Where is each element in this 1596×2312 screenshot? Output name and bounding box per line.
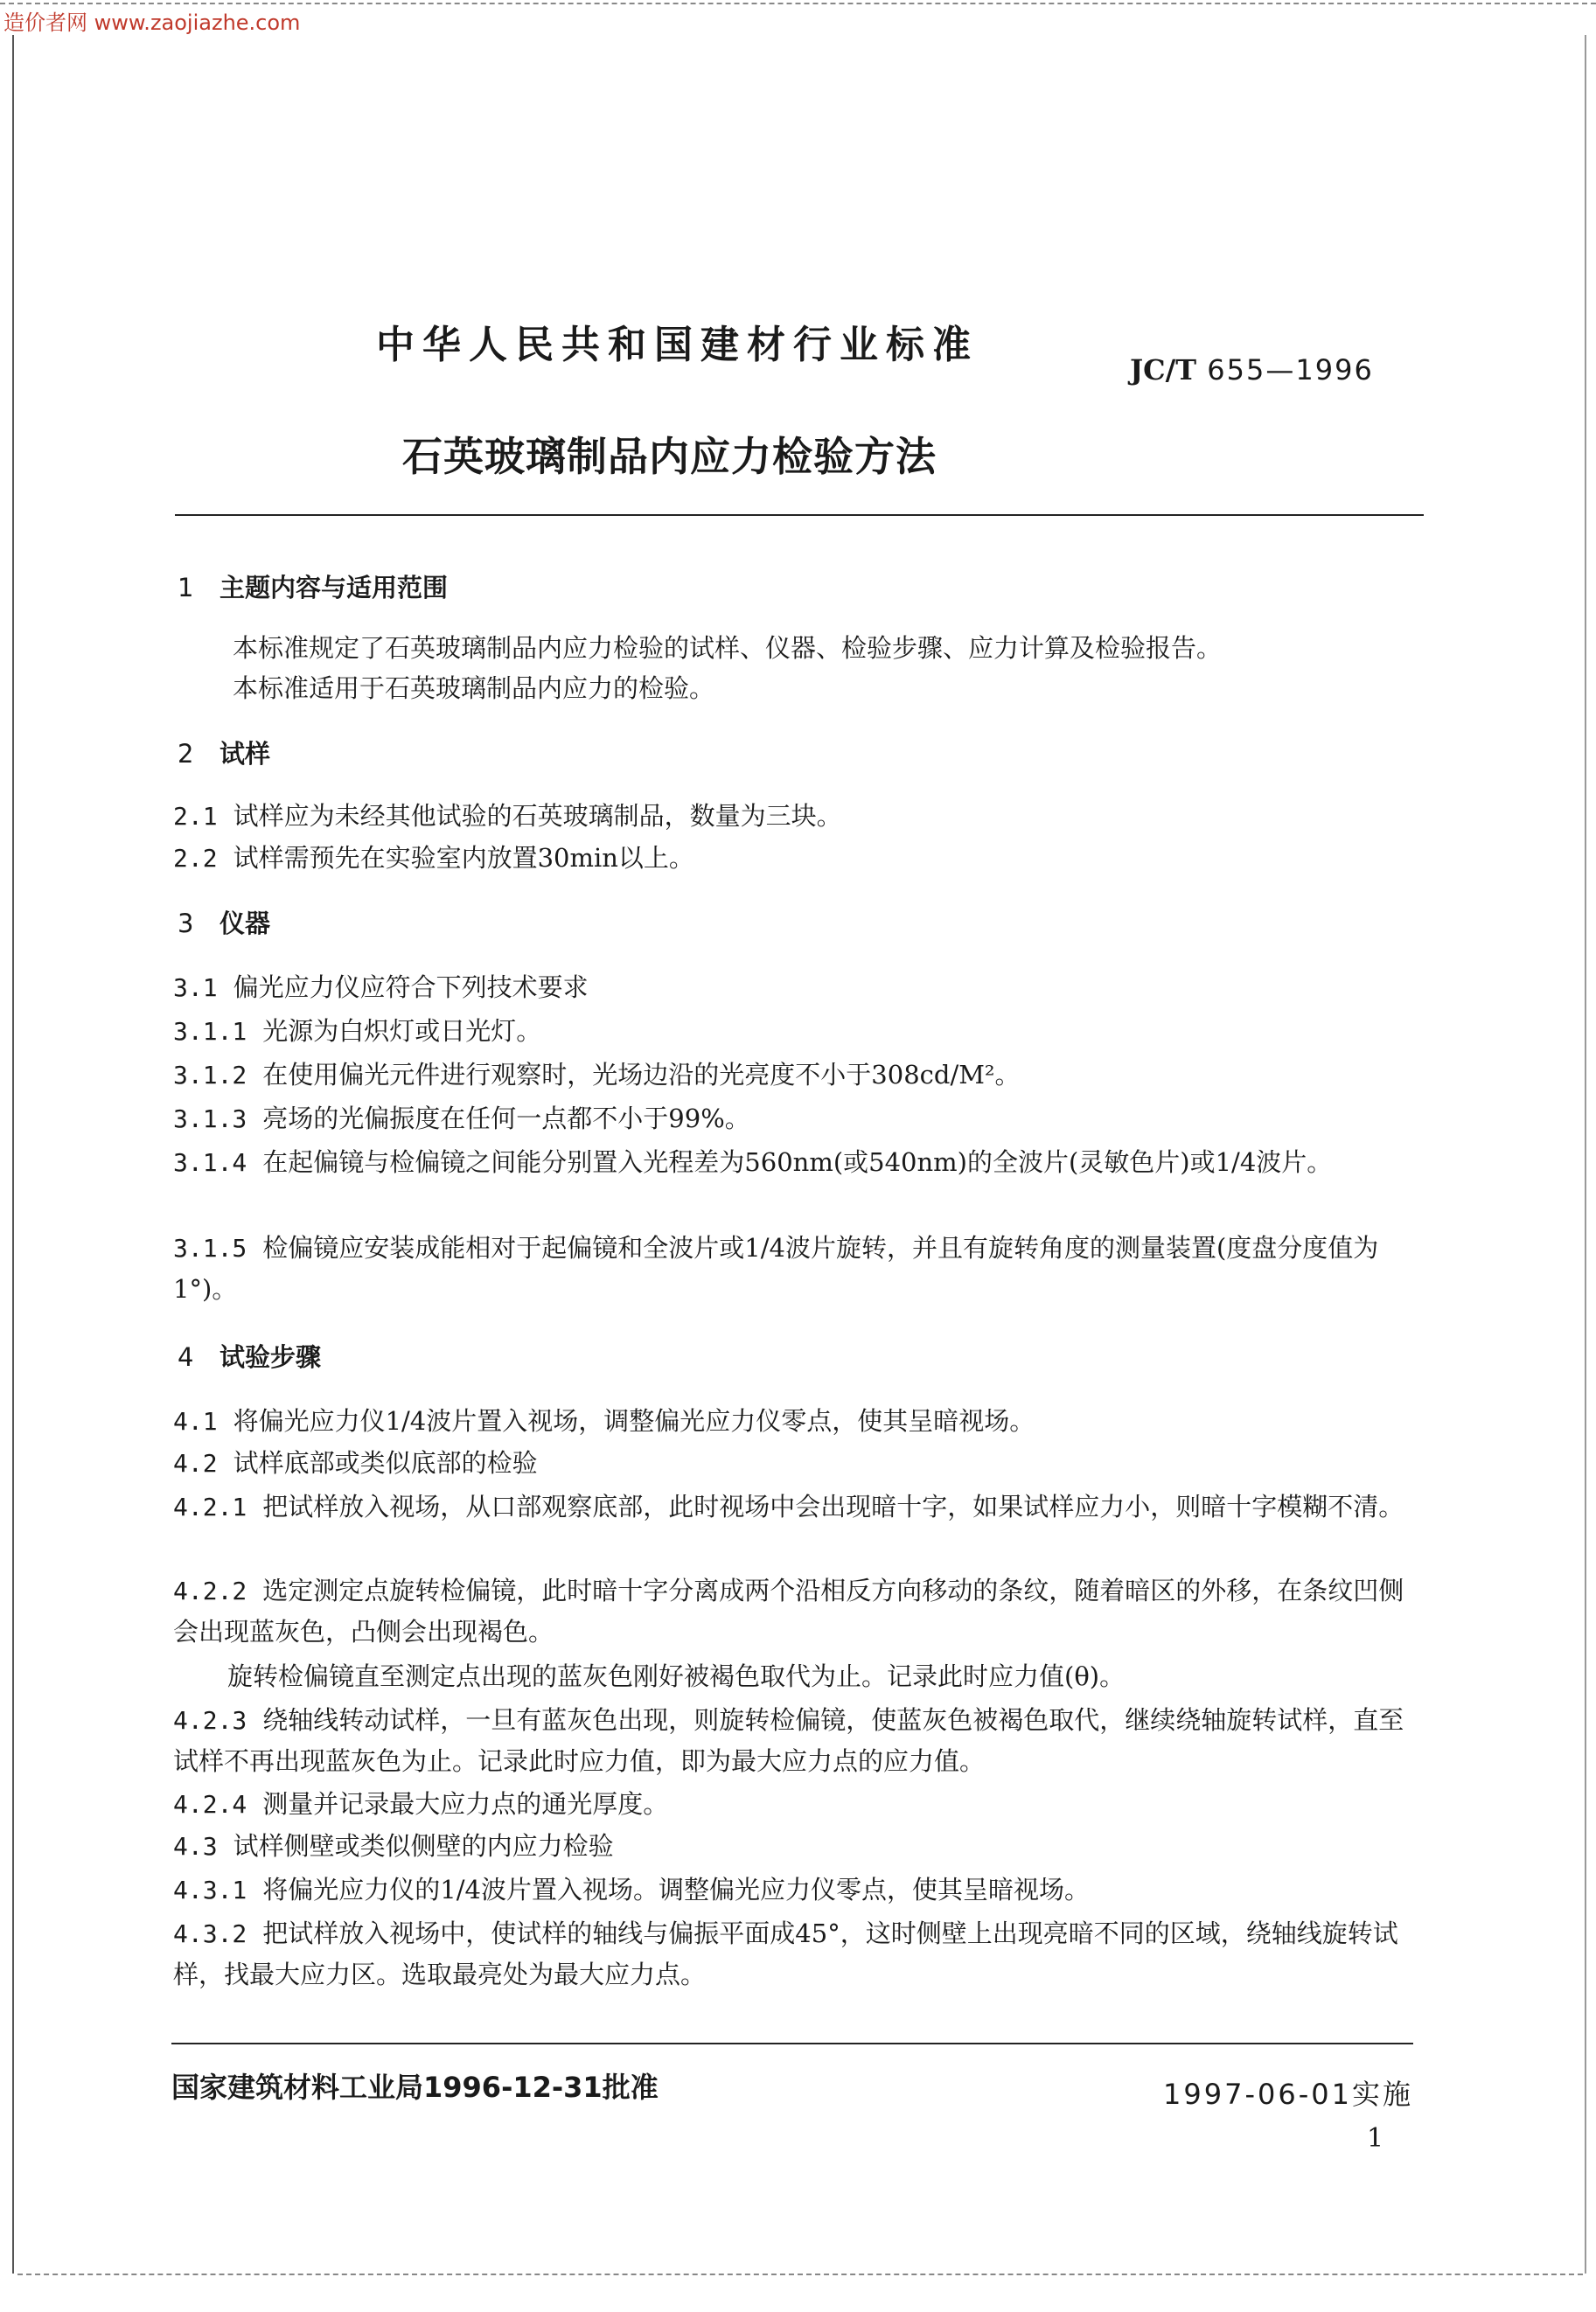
clause-4-3-2 (173, 1913, 1424, 1995)
clause-4-3-1 (173, 1870, 1090, 1911)
scan-left-edge (12, 35, 14, 2274)
clause-3-1-4 (173, 1142, 1424, 1183)
clause-3-1-1 (173, 1011, 541, 1052)
clause-text: 试样底部或类似底部的检验 (233, 1448, 538, 1478)
standard-code-number: 655—1996 (1207, 353, 1374, 386)
clause-number: 4.3.2 (173, 1919, 247, 1948)
clause-text: 检偏镜应安装成能相对于起偏镜和全波片或1/4波片旋转，并且有旋转角度的测量装置(度盘分度值为1°)。 (173, 1233, 1379, 1304)
section-title: 主题内容与适用范围 (220, 573, 449, 602)
paragraph: 本标准规定了石英玻璃制品内应力检验的试样、仪器、检验步骤、应力计算及检验报告。 (233, 633, 1223, 663)
scan-top-edge (0, 3, 1596, 4)
clause-3-1-2 (173, 1055, 1021, 1096)
section-number: 4 (178, 1342, 194, 1372)
section-number: 2 (178, 739, 194, 769)
clause-4-2-2 (173, 1570, 1424, 1652)
clause-number: 4.2 (173, 1449, 218, 1478)
clause-text: 在起偏镜与检偏镜之间能分别置入光程差为560nm(或540nm)的全波片(灵敏色片)或1/4波片。 (262, 1147, 1333, 1177)
clause-3-1-3 (173, 1098, 750, 1139)
standard-code (1130, 353, 1374, 386)
clause-4-3 (173, 1826, 614, 1867)
clause-text: 将偏光应力仪的1/4波片置入视场。调整偏光应力仪零点，使其呈暗视场。 (262, 1875, 1090, 1905)
clause-number: 2.2 (173, 844, 218, 873)
clause-2-2 (173, 838, 694, 879)
clause-text: 把试样放入视场，从口部观察底部，此时视场中会出现暗十字，如果试样应力小，则暗十字模糊不清。 (262, 1492, 1404, 1522)
clause-number: 2.1 (173, 802, 218, 831)
clause-text: 试样应为未经其他试验的石英玻璃制品，数量为三块。 (233, 801, 842, 831)
clause-3-1-5 (173, 1228, 1424, 1309)
clause-text: 把试样放入视场中，使试样的轴线与偏振平面成45°，这时侧壁上出现亮暗不同的区域，绕轴线旋转试样，找最大应力区。选取最亮处为最大应力点。 (173, 1919, 1398, 1989)
clause-number: 4.3 (173, 1832, 218, 1861)
clause-4-1 (173, 1401, 1035, 1442)
section-2-heading (178, 735, 270, 770)
paragraph-4-2-2-continued: 旋转检偏镜直至测定点出现的蓝灰色刚好被褐色取代为止。记录此时应力值(θ)。 (227, 1661, 1126, 1691)
section-title: 试样 (220, 739, 271, 769)
clause-text: 绕轴线转动试样，一旦有蓝灰色出现，则旋转检偏镜，使蓝灰色被褐色取代，继续绕轴旋转试样，直至试样不再出现蓝灰色为止。记录此时应力值，即为最大应力点的应力值。 (173, 1705, 1404, 1776)
document-title: 石英玻璃制品内应力检验方法 (402, 433, 937, 480)
clause-text: 亮场的光偏振度在任何一点都不小于99%。 (262, 1104, 750, 1133)
clause-number: 4.3.1 (173, 1876, 247, 1905)
clause-number: 4.2.2 (173, 1577, 247, 1605)
clause-number: 4.2.4 (173, 1790, 247, 1819)
clause-4-2-1 (173, 1487, 1424, 1528)
clause-number: 3.1.2 (173, 1061, 247, 1090)
clause-text: 光源为白炽灯或日光灯。 (262, 1016, 542, 1046)
clause-number: 3.1.3 (173, 1104, 247, 1133)
clause-number: 4.1 (173, 1407, 218, 1436)
footer-rule (171, 2043, 1413, 2044)
section-4-heading (178, 1338, 321, 1374)
page-number: 1 (1367, 2123, 1384, 2154)
clause-number: 3.1.4 (173, 1148, 247, 1177)
clause-4-2-3 (173, 1700, 1424, 1781)
section-title: 仪器 (220, 909, 271, 938)
section-1-heading (178, 568, 448, 604)
section-number: 1 (178, 573, 194, 602)
clause-4-2-4 (173, 1784, 668, 1825)
clause-number: 3.1.5 (173, 1234, 247, 1263)
standard-org-header: 中华人民共和国建材行业标准 (376, 323, 979, 367)
clause-text: 将偏光应力仪1/4波片置入视场，调整偏光应力仪零点，使其呈暗视场。 (233, 1406, 1035, 1436)
clause-3-1 (173, 967, 589, 1008)
clause-text: 在使用偏光元件进行观察时，光场边沿的光亮度不小于308cd/M²。 (262, 1060, 1021, 1090)
clause-text: 试样需预先在实验室内放置30min以上。 (233, 843, 694, 873)
clause-text: 测量并记录最大应力点的通光厚度。 (262, 1789, 669, 1819)
clause-text: 试样侧壁或类似侧壁的内应力检验 (233, 1831, 614, 1861)
section-title: 试验步骤 (220, 1342, 322, 1372)
watermark[interactable]: 造价者网 www.zaojiazhe.com (3, 10, 301, 35)
section-number: 3 (178, 909, 194, 938)
standard-code-prefix: JC/T (1130, 353, 1197, 386)
clause-text: 选定测定点旋转检偏镜，此时暗十字分离成两个沿相反方向移动的条纹，随着暗区的外移，在条纹凹侧会出现蓝灰色，凸侧会出现褐色。 (173, 1576, 1404, 1647)
paragraph: 本标准适用于石英玻璃制品内应力的检验。 (233, 673, 715, 703)
section-3-heading (178, 904, 270, 940)
scan-bottom-edge (17, 2274, 1583, 2275)
clause-number: 3.1 (173, 973, 218, 1002)
clause-text: 偏光应力仪应符合下列技术要求 (233, 972, 589, 1002)
approval-line: 国家建筑材料工业局1996-12-31批准 (171, 2071, 659, 2104)
clause-4-2 (173, 1443, 538, 1484)
clause-2-1 (173, 796, 842, 837)
title-rule (175, 514, 1424, 516)
clause-number: 4.2.1 (173, 1493, 247, 1522)
effective-date: 1997-06-01实施 (1163, 2078, 1413, 2111)
clause-number: 3.1.1 (173, 1017, 247, 1046)
scan-right-edge (1585, 35, 1586, 2274)
clause-number: 4.2.3 (173, 1706, 247, 1735)
